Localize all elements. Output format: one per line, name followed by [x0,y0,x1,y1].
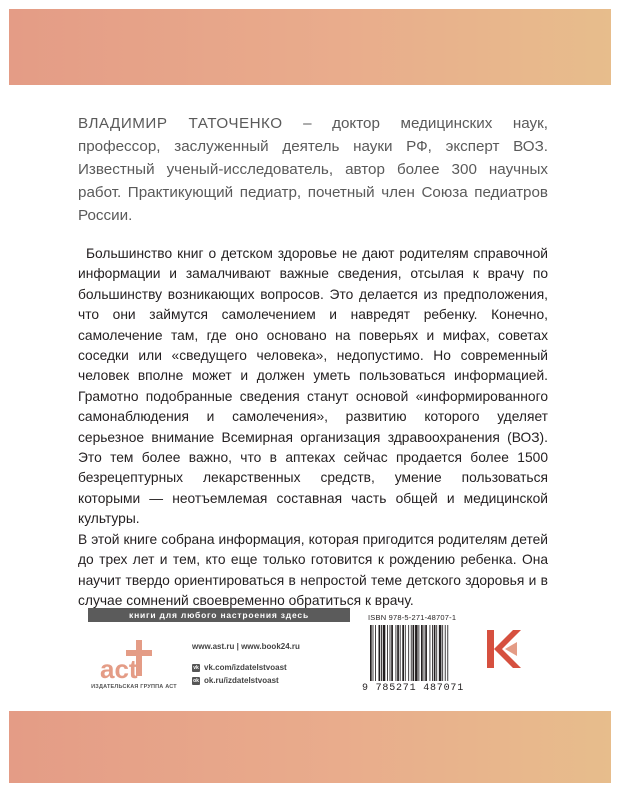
barcode-bar [430,625,431,681]
barcode-bar [445,625,446,681]
barcode-bar [387,625,388,681]
ok-icon: ok [193,677,199,684]
barcode [368,625,476,681]
publisher-tagline: книги для любого настроения здесь [88,608,350,622]
barcode-bar [411,625,412,681]
description-paragraph: В этой книге собрана информация, которая пригодится родителям детей до трех лет и тем, кто еще только готовится к рождению ребенка. Она научит твердо ориентироваться в непростой теме детского здоровья и в случае сомнений своевременно обратиться к врачу. [78,531,548,608]
barcode-bar [413,625,415,681]
barcode-bar [396,625,397,681]
barcode-bar [447,625,448,681]
barcode-bar [439,625,442,681]
social-link-ok[interactable] [192,674,287,687]
barcode-bar [383,625,386,681]
barcode-bar [436,625,437,681]
isbn-label: ISBN 978-5-271-48707-1 [368,613,457,622]
barcode-bar [400,625,401,681]
barcode-bar [434,625,436,681]
barcode-digits: 9 785271 487071 [362,683,465,694]
barcode-bar [370,625,372,681]
barcode-bar [415,625,418,681]
barcode-bar [424,625,425,681]
author-bio-text: – доктор медицинских наук, профессор, заслуженный деятель науки РФ, эксперт ВОЗ. Известный ученый-исследователь, автор более 300 научных работ. Практикующий педиатр, почетный член Союза педиатров России. [78,115,548,224]
barcode-bar [375,625,376,681]
barcode-bar [373,625,374,681]
vk-link-text: vk.com/izdatelstvoast [204,663,287,672]
ok-link-text: ok.ru/izdatelstvoast [204,676,279,685]
k-publisher-icon [483,624,527,674]
barcode-bar [390,625,391,681]
barcode-bar [432,625,433,681]
barcode-bar [397,625,399,681]
barcode-bar [391,625,393,681]
barcode-bar [408,625,409,681]
ast-logo-text: act [100,654,138,684]
social-link-vk[interactable] [192,661,287,674]
book-description [78,244,548,611]
barcode-bar [379,625,381,681]
barcode-bar [418,625,419,681]
top-color-band [9,9,611,85]
publisher-group-caption: ИЗДАТЕЛЬСКАЯ ГРУППА АСТ [91,684,177,690]
barcode-bar [402,625,404,681]
author-bio [78,112,548,227]
barcode-bar [405,625,406,681]
social-links [192,661,287,687]
barcode-bar [381,625,382,681]
publisher-websites[interactable]: www.ast.ru | www.book24.ru [192,642,300,651]
author-name: ВЛАДИМИР ТАТОЧЕНКО [78,115,283,132]
barcode-bar [442,625,443,681]
vk-icon: vk [193,664,199,671]
barcode-bar [425,625,427,681]
description-paragraph: Большинство книг о детском здоровье не дают родителям справочной информации и замалчивают важные сведения, отсылая к врачу по большинству возникающих вопросов. Это делается из предположения, что они займутся самолечением и навредят ребенку. Конечно, самолечение там, где оно основано на поверьях и мифах, советах соседки или «сведущего человека», недопустимо. Но современный человек вполне может и должен уметь пользоваться информацией. Грамотно подобранные сведения станут основой «информированного самонаблюдения и самолечения», развитию которого уделяет серьезное внимание Всемирная организация здравоохранения (ВОЗ). Это тем более важно, что в аптеках сейчас продается более 1500 безрецептурных лекарственных средств, умение пользоваться которыми — неотъемлемая составная часть общей и медицинской культуры. [78,246,548,527]
barcode-bar [421,625,423,681]
bottom-color-band [9,711,611,783]
